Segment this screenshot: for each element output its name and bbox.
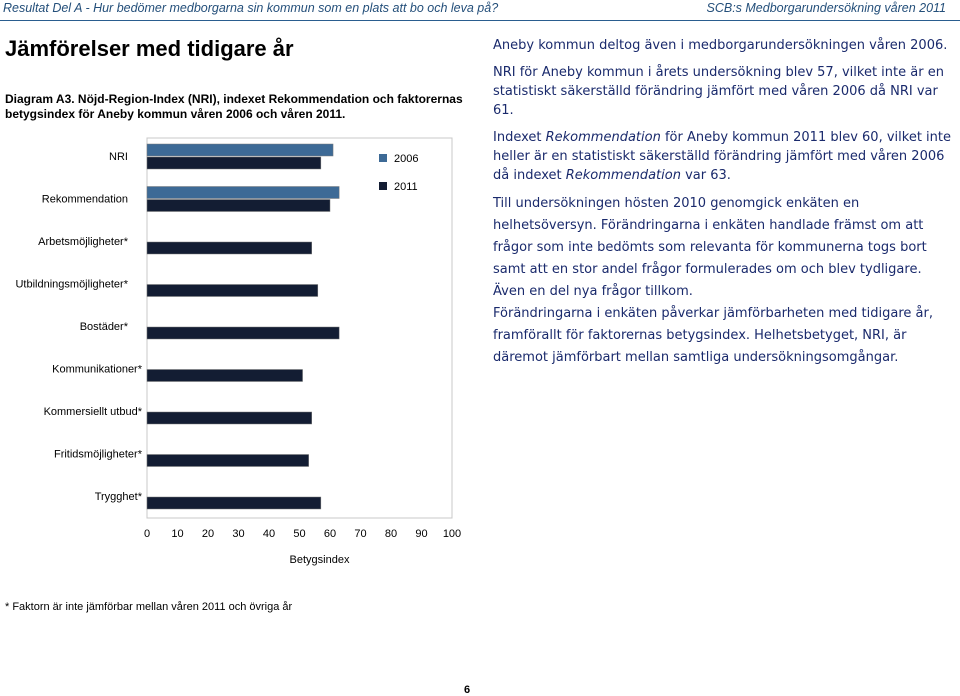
x-axis-label: Betygsindex bbox=[289, 554, 350, 566]
category-label: Fritidsmöjligheter* bbox=[53, 448, 142, 461]
category-label: Kommersiellt utbud* bbox=[43, 406, 142, 418]
category-label: Utbildningsmöjligheter* bbox=[15, 278, 128, 291]
legend-swatch-2011 bbox=[379, 182, 387, 190]
category-labels bbox=[15, 151, 142, 503]
legend-swatch-2006 bbox=[379, 154, 387, 162]
header-left-title: Resultat Del A - Hur bedömer medborgarna sin kommun som en plats att bo och leva på? bbox=[3, 1, 499, 15]
page-number: 6 bbox=[464, 684, 471, 696]
bar-2006 bbox=[147, 187, 339, 199]
p3-em: Rekommendation bbox=[545, 130, 661, 145]
category-label: Rekommendation bbox=[41, 193, 128, 206]
legend bbox=[379, 153, 418, 193]
category-label: Bostäder* bbox=[79, 321, 128, 333]
section-heading: Jämförelser med tidigare år bbox=[5, 36, 294, 61]
p3-part: var 63. bbox=[680, 168, 731, 183]
chart-caption: Diagram A3. Nöjd-Region-Index (NRI), indexet Rekommendation och faktorernas betygsindex för Aneby kommun våren 2006 och våren 2011. bbox=[5, 92, 463, 121]
category-label: Arbetsmöjligheter* bbox=[38, 236, 128, 248]
x-tick-label: 90 bbox=[415, 528, 428, 540]
bars bbox=[147, 144, 339, 509]
bar-2006 bbox=[147, 144, 333, 156]
bar-2011 bbox=[147, 157, 321, 169]
bar-2011 bbox=[147, 455, 309, 467]
x-tick-label: 80 bbox=[384, 528, 398, 540]
paragraph-5: Förändringarna i enkäten påverkar jämförbarheten med tidigare år, framförallt för faktorernas betygsindex. Helhetsbetyget, NRI, är däremot jämförbart mellan samtliga undersökningsomgångar. bbox=[493, 306, 933, 365]
x-tick-label: 0 bbox=[143, 528, 151, 540]
bar-2011 bbox=[147, 242, 312, 254]
legend-label-2011: 2011 bbox=[394, 181, 418, 193]
bar-chart bbox=[0, 120, 480, 570]
footnote: * Faktorn är inte jämförbar mellan våren 2011 och övriga år bbox=[5, 601, 293, 613]
paragraph-3 bbox=[493, 128, 955, 185]
p3-part: Indexet bbox=[493, 130, 546, 145]
bar-2011 bbox=[147, 497, 321, 509]
x-tick-label: 70 bbox=[354, 528, 367, 540]
bar-2011 bbox=[147, 285, 318, 297]
p3-part: för Aneby kommun 2011 blev 60, vilket inte heller är en statistiskt säkerställd förändring jämfört med våren 2006 då indexet bbox=[493, 130, 951, 183]
page-header bbox=[0, 0, 960, 21]
paragraph-2: NRI för Aneby kommun i årets undersökning blev 57, vilket inte är en statistiskt säkerställd förändring jämfört med våren 2006 då NRI var 61. bbox=[493, 65, 944, 118]
category-label: Trygghet* bbox=[94, 491, 142, 503]
x-tick-label: 40 bbox=[262, 528, 276, 540]
x-tick-label: 10 bbox=[171, 528, 184, 540]
bar-2011 bbox=[147, 370, 303, 382]
bar-2011 bbox=[147, 412, 312, 424]
body-text bbox=[493, 36, 955, 369]
category-label: Kommunikationer* bbox=[52, 363, 142, 376]
x-tick-label: 60 bbox=[323, 528, 337, 540]
p3-em: Rekommendation bbox=[565, 168, 681, 183]
paragraph-4: Till undersökningen hösten 2010 genomgick enkäten en helhetsöversyn. Förändringarna i enkäten handlade främst om att frågor som inte bedömts som relevanta för kommunerna togs bort samt att en stor andel frågor formulerades om och blev tydligare. Även en del nya frågor tillkom. bbox=[493, 196, 927, 299]
x-tick-label: 30 bbox=[232, 528, 245, 540]
bar-2011 bbox=[147, 200, 330, 212]
header-right-title: SCB:s Medborgarundersökning våren 2011 bbox=[706, 1, 946, 15]
category-label: NRI bbox=[109, 151, 128, 163]
bar-2011 bbox=[147, 327, 339, 339]
x-tick-label: 50 bbox=[293, 528, 306, 540]
x-tick-label: 100 bbox=[442, 528, 462, 540]
legend-label-2006: 2006 bbox=[394, 153, 419, 165]
x-tick-label: 20 bbox=[201, 528, 215, 540]
x-tick-labels bbox=[144, 528, 461, 540]
paragraph-1: Aneby kommun deltog även i medborgarundersökningen våren 2006. bbox=[493, 38, 948, 53]
